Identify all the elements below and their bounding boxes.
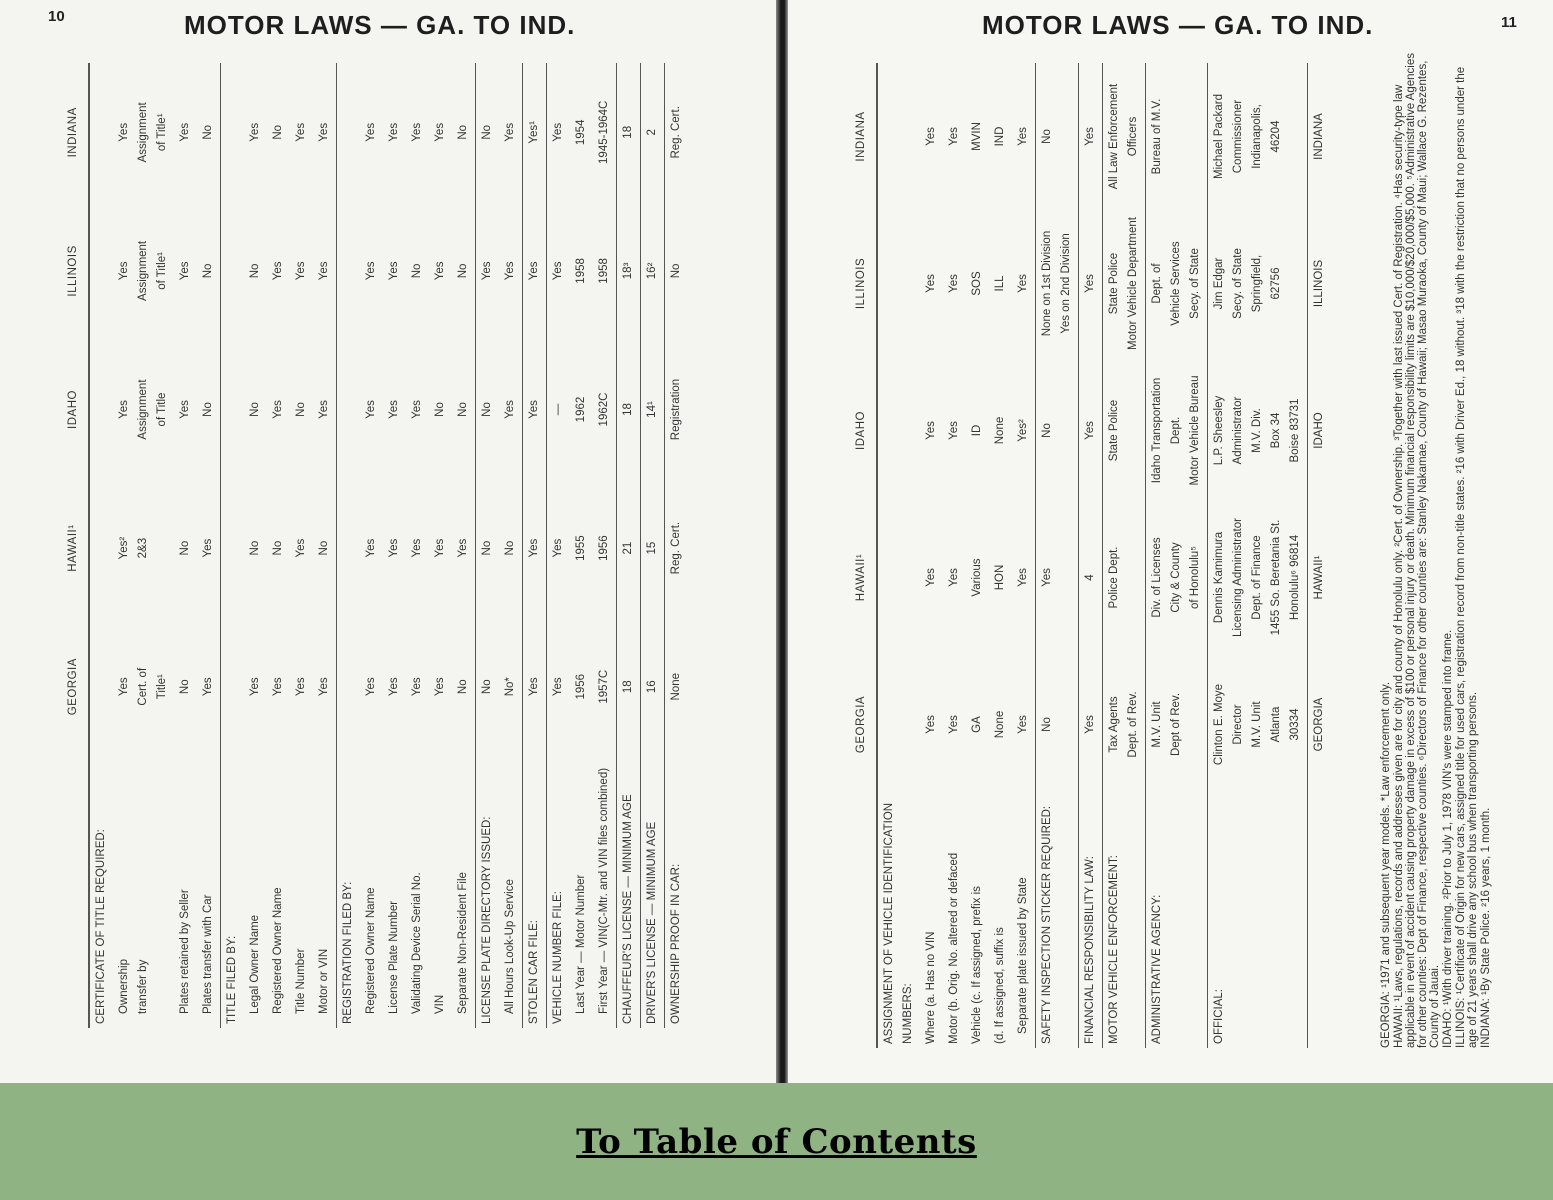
table-cell: Yes <box>1035 504 1078 651</box>
table-cell: Yes <box>522 340 546 479</box>
table-cell: Yes <box>1078 210 1102 357</box>
row-label <box>1307 798 1331 1048</box>
table-cell: Reg. Cert. <box>664 63 688 202</box>
table-cell: No <box>318 540 330 556</box>
table-cell: Yes <box>504 400 516 419</box>
row-label: FINANCIAL RESPONSIBILITY LAW: <box>1078 798 1102 1048</box>
row-label: OFFICIAL: <box>1207 798 1307 1048</box>
table-cell: Dept. of Vehicle Services Secy. of State <box>1145 210 1207 357</box>
table-cell: Yes <box>504 261 516 281</box>
footnote: INDIANA: ¹By State Police. ²16 years, 1 month. <box>1480 807 1492 1048</box>
table-cell <box>877 357 920 504</box>
table-cell: 1955 <box>575 535 587 561</box>
table-cell: Yes Assignment of Title¹ <box>118 240 168 301</box>
table-cell: Various <box>971 558 983 597</box>
table-cell: Yes <box>295 538 307 558</box>
table-cell: Reg. Cert. <box>664 479 688 618</box>
table-cell: None on 1st Division Yes on 2nd Division <box>1035 210 1078 357</box>
row-label: Vehicle (c. If assigned, prefix is <box>971 886 983 1044</box>
table-cell: Yes <box>948 127 960 146</box>
footnote: GEORGIA: ¹1971 and subsequent year models. *Law enforcement only. <box>1380 681 1392 1048</box>
row-label: LICENSE PLATE DIRECTORY ISSUED: <box>475 756 499 1028</box>
table-cell: Yes <box>1017 715 1029 734</box>
table-cell: Clinton E. Moye Director M.V. Unit Atlanta 30334 <box>1207 651 1307 798</box>
row-label: VEHICLE NUMBER FILE: <box>546 756 570 1028</box>
row-label: STOLEN CAR FILE: <box>522 756 546 1028</box>
table-cell: No <box>457 402 469 417</box>
row-label: All Hours Look-Up Service <box>504 879 516 1014</box>
row-label: Registered Owner Name <box>365 887 377 1014</box>
table-cell: Yes <box>1078 651 1102 798</box>
footnotes <box>1380 48 1553 1048</box>
table-cell: No <box>475 340 499 479</box>
table-cell: No <box>434 402 446 417</box>
column-header <box>58 756 89 1028</box>
table-cell: INDIANA <box>1307 63 1331 210</box>
table-cell: Yes <box>434 538 446 558</box>
table-cell <box>877 651 920 798</box>
table-cell: 14¹ <box>640 340 664 479</box>
table-cell: Yes <box>202 677 214 697</box>
table-cell: Yes <box>272 261 284 281</box>
column-header: GEORGIA <box>58 617 89 756</box>
table-cell: Yes <box>388 122 400 142</box>
table-cell: Yes <box>948 274 960 293</box>
table-cell: Yes <box>522 479 546 618</box>
table-of-contents-link[interactable]: To Table of Contents <box>576 1121 977 1162</box>
table-cell: Yes <box>1078 63 1102 210</box>
table-cell: 4 <box>1078 504 1102 651</box>
table-cell: 18³ <box>616 202 640 341</box>
row-label: ASSIGNMENT OF VEHICLE IDENTIFICATION NUMBERS: <box>877 798 920 1048</box>
page-heading-left: MOTOR LAWS — GA. TO IND. <box>184 10 576 40</box>
footer-bar <box>0 1083 1553 1200</box>
table-cell: Yes <box>1017 568 1029 587</box>
table-cell: Dennis Kamimura Licensing Administrator Dept. of Finance 1455 So. Beretania St. Honolulu⁶ 96814 <box>1207 504 1307 651</box>
table-cell: No <box>1035 357 1078 504</box>
table-cell: 1958 <box>575 258 587 284</box>
book-gutter <box>776 0 788 1083</box>
table-cell: Yes <box>295 122 307 142</box>
table-cell: No <box>249 263 261 279</box>
row-label: SAFETY INSPECTION STICKER REQUIRED: <box>1035 798 1078 1048</box>
row-label: TITLE FILED BY: <box>220 756 244 1028</box>
table-cell: Yes <box>522 202 546 341</box>
table-cell: IDAHO <box>1307 357 1331 504</box>
table-cell: Yes <box>948 421 960 440</box>
table-cell: State Police Motor Vehicle Department <box>1102 210 1145 357</box>
table-cell: Yes <box>388 677 400 697</box>
table-cell: Police Dept. <box>1102 504 1145 651</box>
table-cell: Yes <box>365 400 377 419</box>
row-label: Plates retained by Seller <box>179 889 191 1014</box>
table-cell: Yes Assignment of Title¹ <box>118 102 168 163</box>
table-cell: No <box>1035 63 1078 210</box>
table-cell: Yes <box>388 538 400 558</box>
table-cell: No <box>457 124 469 140</box>
table-cell: ILLINOIS <box>1307 210 1331 357</box>
table-cell: Yes <box>475 202 499 341</box>
table-cell: No <box>272 540 284 556</box>
table-cell <box>336 340 360 479</box>
column-header: INDIANA <box>846 63 877 210</box>
table-cell: 21 <box>616 479 640 618</box>
table-cell: Yes <box>434 261 446 281</box>
table-cell: Yes <box>411 122 423 142</box>
table-cell: Yes² 2&3 <box>118 536 149 560</box>
table-cell: 1956 <box>598 535 610 561</box>
row-label: Validating Device Serial No. <box>411 872 423 1014</box>
table-cell: GA <box>971 716 983 733</box>
row-label: Motor (b. Orig. No. altered or defaced <box>948 852 960 1044</box>
row-label: Ownership transfer by <box>118 959 149 1014</box>
table-cell: ILL <box>994 275 1006 292</box>
table-cell: No* <box>504 677 516 697</box>
table-cell: 1957C <box>598 669 610 704</box>
row-label: Separate Non-Resident File <box>457 872 469 1014</box>
left-table-rotated <box>58 63 708 1028</box>
table-cell: Yes <box>388 400 400 419</box>
table-cell <box>89 479 113 618</box>
table-cell: Yes <box>295 261 307 281</box>
table-cell: No <box>295 402 307 417</box>
table-cell: Yes <box>411 538 423 558</box>
table-cell: Yes <box>318 400 330 419</box>
table-cell: Yes <box>546 617 570 756</box>
table-cell: No <box>272 124 284 140</box>
table-cell <box>336 202 360 341</box>
table-cell <box>89 617 113 756</box>
table-cell: Yes <box>249 122 261 142</box>
row-label: ADMINISTRATIVE AGENCY: <box>1145 798 1207 1048</box>
table-cell <box>877 504 920 651</box>
table-cell: No <box>475 617 499 756</box>
table-cell: No <box>457 679 469 695</box>
table-cell: Yes <box>434 677 446 697</box>
table-cell: Yes <box>318 261 330 281</box>
table-cell <box>336 63 360 202</box>
table-cell: 1954 <box>575 119 587 146</box>
row-label: OWNERSHIP PROOF IN CAR: <box>664 756 688 1028</box>
row-label: Where (a. Has no VIN <box>925 931 937 1044</box>
table-cell: Yes <box>948 715 960 734</box>
table-cell: Yes¹ <box>522 63 546 202</box>
table-cell <box>89 63 113 202</box>
footnote: HAWAII: ¹Laws, regulations, records and addresses given are for city and county of Honolulu only. ²Cert. of Ownership. ³Together with last issued Cert. of Registration. ⁴Has security-type law applicable in event of accident causing property damage in excess of $100 or personal injury or death. Minimum financial responsibility limits are $10,000/$20,000/$5,000. ⁵Administrative Agencies for other counties: Dept of Finance, respective counties. ⁶Directors of Finance for other counties are: Stanley Nakamae, County of Hawaii; Masao Muraoka, County of Maui; Wallace G. Rezentes, County of Jauai. <box>1393 53 1441 1048</box>
table-cell <box>220 617 244 756</box>
table-cell: 16² <box>640 202 664 341</box>
table-cell: Michael Packard Commissioner Indianapolis, 46204 <box>1207 63 1307 210</box>
table-cell: HON <box>994 564 1006 591</box>
table-cell: Yes <box>925 127 937 146</box>
row-label: Plates transfer with Car <box>202 894 214 1014</box>
table-cell: Yes <box>272 677 284 697</box>
column-header: IDAHO <box>846 357 877 504</box>
table-cell: MVIN <box>971 122 983 151</box>
right-table-rotated <box>846 63 1466 1048</box>
table-cell: Registration <box>664 340 688 479</box>
table-cell: Yes <box>1017 274 1029 293</box>
table-cell: Yes <box>546 63 570 202</box>
table-cell: Yes <box>546 202 570 341</box>
table-cell: State Police <box>1102 357 1145 504</box>
table-cell: Yes <box>546 479 570 618</box>
table-cell: No <box>504 540 516 556</box>
table-cell: Yes <box>272 400 284 419</box>
table-cell: Div. of Licenses City & County of Honolulu⁵ <box>1145 504 1207 651</box>
table-cell: Yes <box>434 122 446 142</box>
table-cell: None <box>994 416 1006 445</box>
row-label: Legal Owner Name <box>249 914 261 1014</box>
table-cell: 18 <box>616 340 640 479</box>
table-cell <box>220 340 244 479</box>
table-cell: Tax Agents Dept. of Rev. <box>1102 651 1145 798</box>
table-cell: 15 <box>640 479 664 618</box>
column-header: HAWAII¹ <box>846 504 877 651</box>
table-cell: No <box>179 679 191 695</box>
row-label: Motor or VIN <box>318 948 330 1014</box>
column-header: INDIANA <box>58 63 89 202</box>
table-cell: No <box>249 402 261 417</box>
table-cell: No <box>664 202 688 341</box>
table-cell: 2 <box>640 63 664 202</box>
table-cell: No <box>249 540 261 556</box>
table-cell <box>220 63 244 202</box>
row-label: First Year — VIN(C-Mtr. and VIN files combined) <box>598 767 610 1014</box>
table-cell: IND <box>994 126 1006 147</box>
table-cell: No <box>475 63 499 202</box>
table-cell: No <box>202 263 214 279</box>
table-cell: Jim Edgar Secy. of State Springfield, 62756 <box>1207 210 1307 357</box>
table-cell: M.V. Unit Dept of Rev. <box>1145 651 1207 798</box>
table-cell: Idaho Transportation Dept. Motor Vehicle Bureau <box>1145 357 1207 504</box>
table-cell: Yes <box>318 677 330 697</box>
table-cell: — <box>546 340 570 479</box>
column-header <box>846 798 877 1048</box>
table-cell: Yes <box>318 122 330 142</box>
table-cell: 1962C <box>598 392 610 427</box>
column-header: HAWAII¹ <box>58 479 89 618</box>
table-cell: SOS <box>971 271 983 296</box>
table-cell: Bureau of M.V. <box>1145 63 1207 210</box>
table-cell: 1958 <box>598 258 610 284</box>
table-cell <box>220 202 244 341</box>
row-label: Separate plate issued by State <box>1017 877 1029 1034</box>
row-label: REGISTRATION FILED BY: <box>336 756 360 1028</box>
table-cell: No <box>1035 651 1078 798</box>
table-cell: 1945-1964C <box>598 100 610 164</box>
table-cell: Yes Assignment of Title <box>118 379 168 440</box>
table-cell: Yes <box>504 122 516 142</box>
table-cell: 1956 <box>575 673 587 700</box>
table-cell: Yes <box>249 677 261 697</box>
table-cell <box>336 479 360 618</box>
table-cell: Yes <box>202 538 214 558</box>
row-label: CHAUFFEUR'S LICENSE — MINIMUM AGE <box>616 756 640 1028</box>
table-cell: Yes <box>365 538 377 558</box>
table-cell: No <box>411 263 423 279</box>
table-cell <box>877 63 920 210</box>
page-number-left: 10 <box>48 8 65 25</box>
table-cell: Yes² <box>1017 419 1029 442</box>
footnote: IDAHO: ¹With driver training. ²Prior to July 1, 1978 VIN's were stamped into frame. <box>1442 629 1454 1048</box>
table-cell: 1962 <box>575 396 587 423</box>
table-cell: Yes <box>365 677 377 697</box>
table-cell: 16 <box>640 617 664 756</box>
table-cell <box>89 202 113 341</box>
row-label: (d. If assigned, suffix is <box>994 927 1006 1044</box>
column-header: ILLINOIS <box>58 202 89 341</box>
row-label: DRIVER'S LICENSE — MINIMUM AGE <box>640 756 664 1028</box>
table-cell: All Law Enforcement Officers <box>1102 63 1145 210</box>
row-label: Last Year — Motor Number <box>575 874 587 1014</box>
column-header: GEORGIA <box>846 651 877 798</box>
table-cell: Yes <box>365 122 377 142</box>
row-label: Registered Owner Name <box>272 887 284 1014</box>
table-cell: ID <box>971 424 983 437</box>
table-cell: None <box>664 617 688 756</box>
page-heading-right: MOTOR LAWS — GA. TO IND. <box>982 10 1374 40</box>
footnote: ILLINOIS: ¹Certificate of Origin for new cars, assigned title for used cars, registration record from non-title states. ²16 with Driver Ed., 18 without. ³18 with the restriction that no persons under the age of 21 years shall drive any school bus when transporting persons. <box>1455 66 1479 1048</box>
table-cell <box>877 210 920 357</box>
table-cell: No <box>457 263 469 279</box>
table-cell: Yes <box>295 677 307 697</box>
table-cell: Yes Cert. of Title¹ <box>118 667 168 706</box>
table-cell: Yes <box>179 400 191 419</box>
table-cell: Yes <box>948 568 960 587</box>
table-cell: Yes <box>411 400 423 419</box>
table-cell: Yes <box>388 261 400 281</box>
table-cell: Yes <box>1017 127 1029 146</box>
table-cell: Yes <box>411 677 423 697</box>
table-cell: Yes <box>522 617 546 756</box>
table-cell: Yes <box>1078 357 1102 504</box>
column-header: ILLINOIS <box>846 210 877 357</box>
table-cell: Yes <box>365 261 377 281</box>
table-cell: Yes <box>925 421 937 440</box>
row-label: Title Number <box>295 948 307 1014</box>
table-cell: GEORGIA <box>1307 651 1331 798</box>
right-table <box>846 63 1331 1048</box>
table-cell: No <box>202 124 214 140</box>
table-cell: No <box>179 540 191 556</box>
table-cell: No <box>202 402 214 417</box>
row-label: MOTOR VEHICLE ENFORCEMENT: <box>1102 798 1145 1048</box>
table-cell <box>89 340 113 479</box>
column-header: IDAHO <box>58 340 89 479</box>
table-cell: Yes <box>925 568 937 587</box>
left-page <box>0 0 778 1083</box>
table-cell: L.P. Sheesley Administrator M.V. Div. Box 34 Boise 83731 <box>1207 357 1307 504</box>
table-cell: Yes <box>179 122 191 142</box>
row-label: VIN <box>434 994 446 1014</box>
table-cell <box>336 617 360 756</box>
row-label: License Plate Number <box>388 900 400 1014</box>
table-cell: Yes <box>925 274 937 293</box>
table-cell: No <box>475 479 499 618</box>
table-cell: HAWAII¹ <box>1307 504 1331 651</box>
table-cell: 18 <box>616 63 640 202</box>
left-table <box>58 63 688 1028</box>
table-cell <box>220 479 244 618</box>
table-cell: None <box>994 710 1006 739</box>
page-number-right: 11 <box>1501 14 1517 31</box>
table-cell: Yes <box>457 538 469 558</box>
table-cell: 18 <box>616 617 640 756</box>
row-label: CERTIFICATE OF TITLE REQUIRED: <box>89 756 113 1028</box>
table-cell: Yes <box>179 261 191 281</box>
table-cell: Yes <box>925 715 937 734</box>
